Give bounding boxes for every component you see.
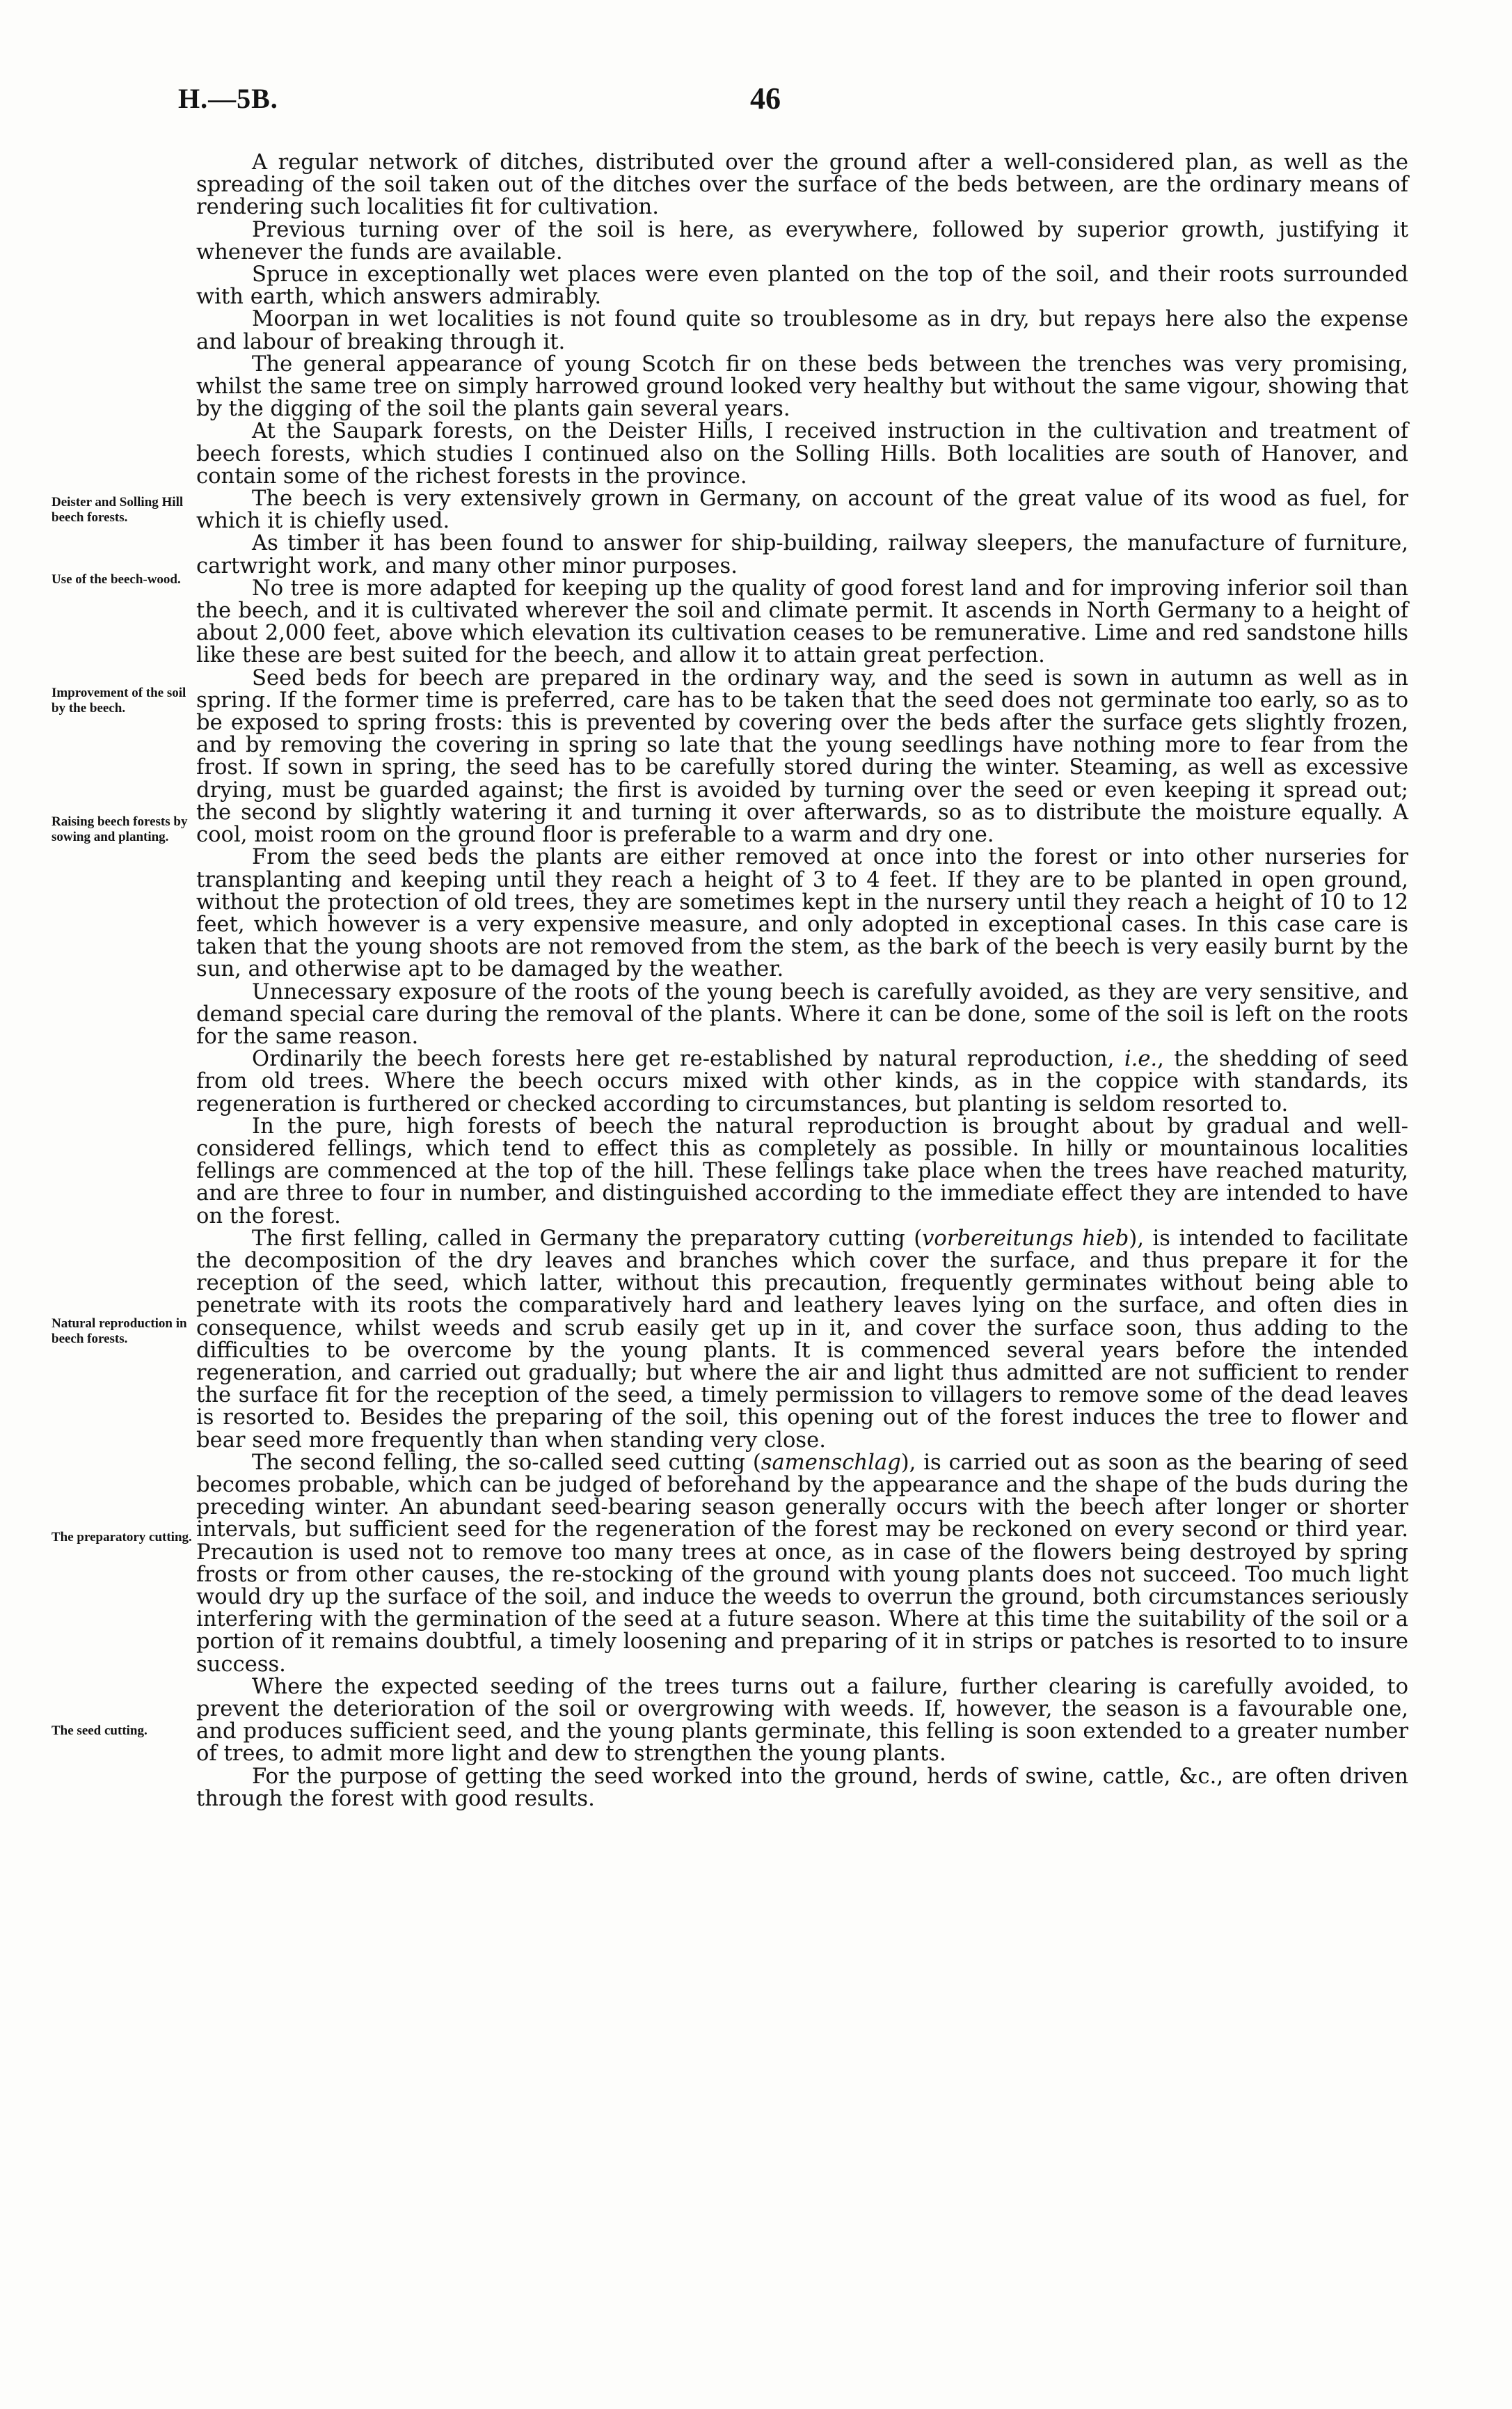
margin-note-preparatory-cutting: The preparatory cutting. xyxy=(51,1530,192,1545)
paragraph: The beech is very extensively grown in Germany, on account of the great value of its wood as fuel, for which it is chiefly used. xyxy=(196,487,1408,534)
paragraph: The first felling, called in Germany the preparatory cutting (vorbereitungs hieb), is intended to facilitate the decomposition of the dry leaves and branches which cover the surface, and thus prepare it for the reception of the seed, which latter, without this precaution, frequently germinates without being able to penetrate with its roots the comparatively hard and leathery leaves lying on the surface, and often dies in consequence, whilst weeds and scrub easily get up in it, and cover the surface soon, thus adding to the difficulties to be overcome by the young plants. It is commenced several years before the intended regeneration, and carried out gradually; but where the air and light thus admitted are not sufficient to render the surface fit for the reception of the seed, a timely permission to villagers to remove some of the dead leaves is resorted to. Besides the preparing of the soil, this opening out of the forest induces the tree to flower and bear seed more frequently than when standing very close. xyxy=(196,1226,1408,1453)
margin-notes xyxy=(43,0,199,2409)
paragraph: A regular network of ditches, distributed over the ground after a well-considered plan, as well as the spreading of the soil taken out of the ditches over the surface of the beds between, are the ordinary means of rendering such localities fit for cultivation. xyxy=(196,150,1408,220)
paragraph: The general appearance of young Scotch fir on these beds between the trenches was very promising, whilst the same tree on simply harrowed ground looked very healthy but without the same vigour, showing that by the digging of the soil the plants gain several years. xyxy=(196,352,1408,422)
paragraph: At the Saupark forests, on the Deister Hills, I received instruction in the cultivation and treatment of beech forests, which studies I continued also on the Solling Hills. Both localities are south of Hanover, and contain some of the richest forests in the province. xyxy=(196,419,1408,489)
margin-note-deister-solling: Deister and Solling Hill beech forests. xyxy=(51,495,184,525)
margin-note-raising-beech-forests: Raising beech forests by sowing and planting. xyxy=(51,814,188,844)
body-text xyxy=(196,152,1408,1810)
italic-term: vorbereitungs hieb xyxy=(922,1226,1129,1251)
paragraph: Seed beds for beech are prepared in the ordinary way, and the seed is sown in autumn as well as in spring. If the former time is preferred, care has to be taken that the seed does not germinate too early, so as to be exposed to spring frosts: this is prevented by covering over the beds after the surface gets slightly frozen, and by removing the covering in spring so late that the young seedlings have nothing more to fear from the frost. If sown in spring, the seed has to be carefully stored during the winter. Steaming, as well as excessive drying, must be guarded against; the first is avoided by turning over the seed or even keeping it spread out; the second by slightly watering it and turning it over afterwards, so as to distribute the moisture equally. A cool, moist room on the ground floor is preferable to a warm and dry one. xyxy=(196,665,1408,848)
margin-note-natural-reproduction: Natural reproduction in beech forests. xyxy=(51,1316,187,1346)
margin-note-seed-cutting: The seed cutting. xyxy=(51,1723,148,1738)
paragraph: From the seed beds the plants are either removed at once into the forest or into other nurseries for transplanting and keeping until they reach a height of 3 to 4 feet. If they are to be planted in open ground, without the protection of old trees, they are sometimes kept in the nursery until they reach a height of 10 to 12 feet, which however is a very expensive measure, and only adopted in exceptional cases. In this case care is taken that the young shoots are not removed from the stem, as the bark of the beech is very easily burnt by the sun, and otherwise apt to be damaged by the weather. xyxy=(196,845,1408,982)
paragraph: Ordinarily the beech forests here get re-established by natural reproduction, i.e., the shedding of seed from old trees. Where the beech occurs mixed with other kinds, as in the coppice with standards, its regeneration is furthered or checked according to circumstances, but planting is seldom resorted to. xyxy=(196,1047,1408,1116)
margin-note-use-of-beech-wood: Use of the beech-wood. xyxy=(51,572,181,587)
paragraph: Moorpan in wet localities is not found quite so troublesome as in dry, but repays here also the expense and labour of breaking through it. xyxy=(196,307,1408,354)
italic-term: samenschlag xyxy=(761,1450,901,1475)
paragraph: No tree is more adapted for keeping up the quality of good forest land and for improving inferior soil than the beech, and it is cultivated wherever the soil and climate permit. It ascends in North Germany to a height of about 2,000 feet, above which elevation its cultivation ceases to be remunerative. Lime and red sandstone hills like these are best suited for the beech, and allow it to attain great perfection. xyxy=(196,576,1408,668)
paragraph: As timber it has been found to answer for ship-building, railway sleepers, the manufacture of furniture, cartwright work, and many other minor purposes. xyxy=(196,531,1408,578)
paragraph: Unnecessary exposure of the roots of the young beech is carefully avoided, as they are very sensitive, and demand special care during the removal of the plants. Where it can be done, some of the soil is left on the roots for the same reason. xyxy=(196,979,1408,1049)
paragraph: Previous turning over of the soil is here, as everywhere, followed by superior growth, justifying it whenever the funds are available. xyxy=(196,217,1408,264)
paragraph: Where the expected seeding of the trees turns out a failure, further clearing is carefully avoided, to prevent the deterioration of the soil or overgrowing with weeds. If, however, the season is a favourable one, and produces sufficient seed, and the young plants germinate, this felling is soon extended to a greater number of trees, to admit more light and dew to strengthen the young plants. xyxy=(196,1674,1408,1767)
paragraph: In the pure, high forests of beech the natural reproduction is brought about by gradual and well-considered fellings, which tend to effect this as completely as possible. In hilly or mountainous localities fellings are commenced at the top of the hill. These fellings take place when the trees have reached maturity, and are three to four in number, and distinguished according to the immediate effect they are intended to have on the forest. xyxy=(196,1114,1408,1229)
page-number: 46 xyxy=(750,81,781,116)
italic-term: i.e. xyxy=(1124,1047,1158,1072)
margin-note-improvement-of-soil: Improvement of the soil by the beech. xyxy=(51,686,186,716)
document-reference: H.—5B. xyxy=(178,83,278,114)
paragraph: Spruce in exceptionally wet places were even planted on the top of the soil, and their roots surrounded with earth, which answers admirably. xyxy=(196,262,1408,310)
paragraph: For the purpose of getting the seed worked into the ground, herds of swine, cattle, &c., are often driven through the forest with good results. xyxy=(196,1764,1408,1811)
paragraph: The second felling, the so-called seed cutting (samenschlag), is carried out as soon as the bearing of seed becomes probable, which can be judged of beforehand by the appearance and the shape of the buds during the preceding winter. An abundant seed-bearing season generally occurs with the beech after longer or shorter intervals, but sufficient seed for the regeneration of the forest may be reckoned on every second or third year. Precaution is used not to remove too many trees at once, as in case of the flowers being destroyed by spring frosts or from other causes, the re-stocking of the ground with young plants does not succeed. Too much light would dry up the surface of the soil, and induce the weeds to overrun the ground, both circumstances seriously interfering with the germination of the seed at a future season. Where at this time the suitability of the soil or a portion of it remains doubtful, a timely loosening and preparing of it in strips or patches is resorted to to insure success. xyxy=(196,1450,1408,1677)
